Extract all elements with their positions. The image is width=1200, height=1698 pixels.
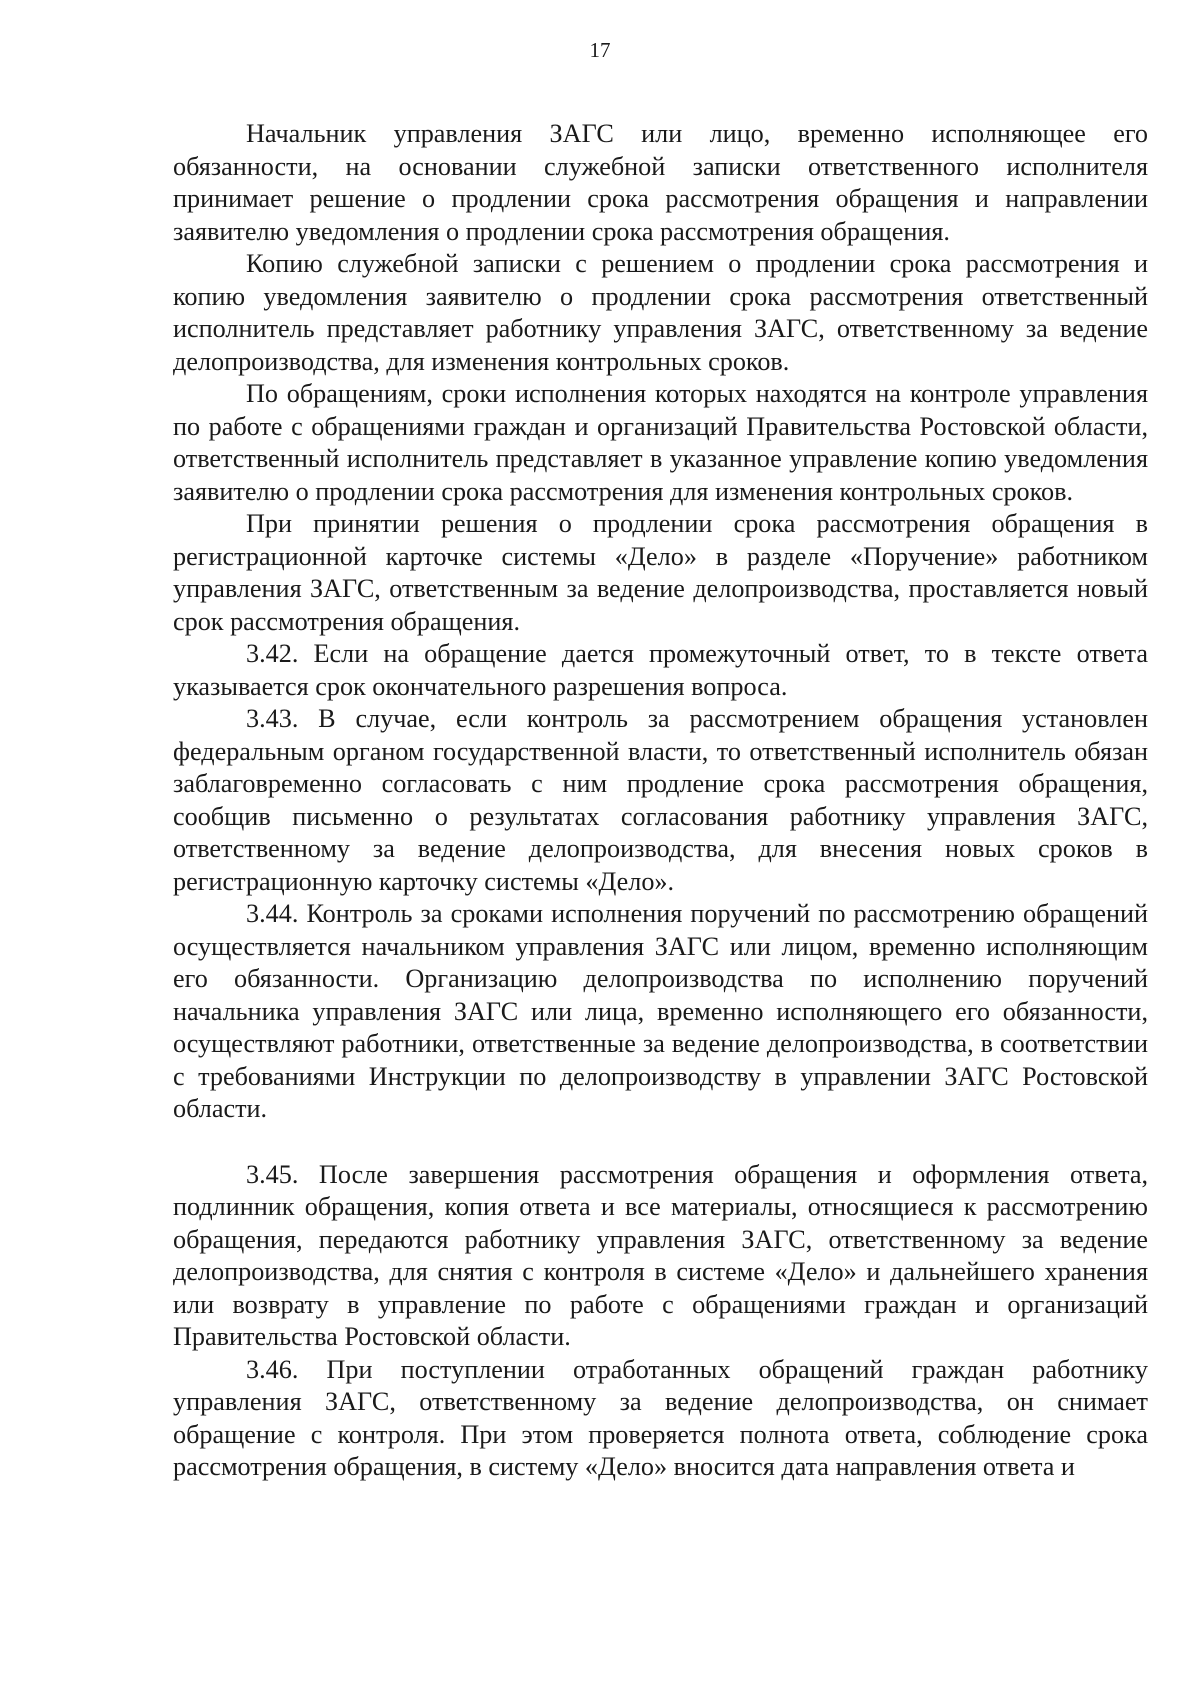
paragraph-government-control: По обращениям, сроки исполнения которых находятся на контроле управления по работе с обращениями граждан и организаций Правительства Ростовской области, ответственный исполнитель представляет в указанное управление копию уведомления заявителю о продлении срока рассмотрения для изменения контрольных сроков. bbox=[173, 379, 1148, 506]
paragraph-3-45: 3.45. После завершения рассмотрения обращения и оформления ответа, подлинник обращения, копия ответа и все материалы, относящиеся к рассмотрению обращения, передаются работнику управления ЗАГС, ответственному за ведение делопроизводства, для снятия с контроля в системе «Дело» и дальнейшего хранения или возврату в управление по работе с обращениями граждан и организаций Правительства Ростовской области. bbox=[173, 1159, 1148, 1351]
paragraph-3-46: 3.46. При поступлении отработанных обращений граждан работнику управления ЗАГС, ответственному за ведение делопроизводства, он снимает обращение с контроля. При этом проверяется полнота ответа, соблюдение срока рассмотрения обращения, в систему «Дело» вносится дата направления ответа и bbox=[173, 1354, 1148, 1481]
paragraph-registration-card: При принятии решения о продлении срока рассмотрения обращения в регистрационной карточке системы «Дело» в разделе «Поручение» работником управления ЗАГС, ответственным за ведение делопроизводства, проставляется новый срок рассмотрения обращения. bbox=[173, 509, 1148, 636]
paragraph-3-42: 3.42. Если на обращение дается промежуточный ответ, то в тексте ответа указывается срок окончательного разрешения вопроса. bbox=[173, 639, 1148, 701]
paragraph-memo-copy: Копию служебной записки с решением о продлении срока рассмотрения и копию уведомления заявителю о продлении срока рассмотрения ответственный исполнитель представляет работнику управления ЗАГС, ответственному за ведение делопроизводства, для изменения контрольных сроков. bbox=[173, 249, 1148, 376]
document-body bbox=[173, 118, 1148, 1484]
paragraph-extension-decision: Начальник управления ЗАГС или лицо, временно исполняющее его обязанности, на основании служебной записки ответственного исполнителя принимает решение о продлении срока рассмотрения обращения и направлении заявителю уведомления о продлении срока рассмотрения обращения. bbox=[173, 119, 1148, 246]
paragraph-3-43: 3.43. В случае, если контроль за рассмотрением обращения установлен федеральным органом государственной власти, то ответственный исполнитель обязан заблаговременно согласовать с ним продление срока рассмотрения обращения, сообщив письменно о результатах согласования работнику управления ЗАГС, ответственному за ведение делопроизводства, для внесения новых сроков в регистрационную карточку системы «Дело». bbox=[173, 704, 1148, 896]
paragraph-3-44: 3.44. Контроль за сроками исполнения поручений по рассмотрению обращений осуществляется начальником управления ЗАГС или лицом, временно исполняющим его обязанности. Организацию делопроизводства по исполнению поручений начальника управления ЗАГС или лица, временно исполняющего его обязанности, осуществляют работники, ответственные за ведение делопроизводства, в соответствии с требованиями Инструкции по делопроизводству в управлении ЗАГС Ростовской области. bbox=[173, 899, 1148, 1123]
page-number: 17 bbox=[589, 38, 611, 62]
